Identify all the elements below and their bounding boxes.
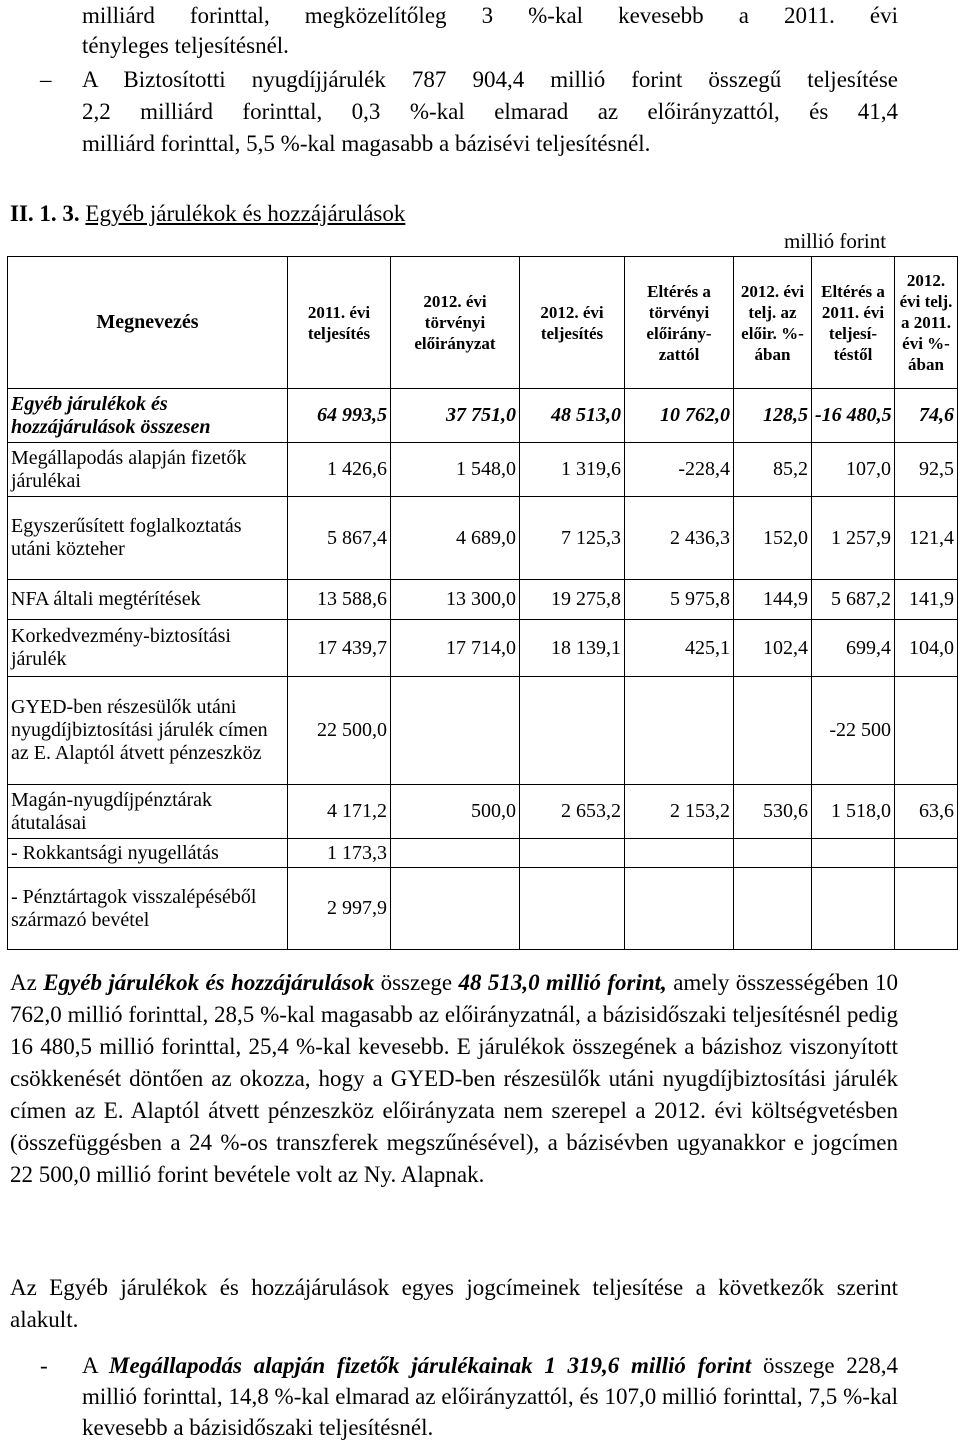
cell: 10 762,0	[625, 389, 734, 443]
cell: 13 300,0	[391, 580, 520, 620]
data-table	[7, 256, 958, 950]
cell: 13 588,6	[288, 580, 391, 620]
header-2012-teljesites: 2012. évi teljesítés	[520, 257, 625, 389]
breakdown-paragraph: Az Egyéb járulékok és hozzájárulások egyes jogcímeinek teljesítése a következők szerint alakult.	[10, 1275, 898, 1332]
header-elteres-2011: Eltérés a 2011. évi teljesí-téstől	[812, 257, 895, 389]
cell: 699,4	[812, 620, 895, 677]
header-2011-teljesites: 2011. évi teljesítés	[288, 257, 391, 389]
header-elteres-eloiranyzat: Eltérés a törvényi előirány-zattól	[625, 257, 734, 389]
intro-line-1: milliárd forinttal, megközelítőleg 3 %-kal kevesebb a 2011. évi	[82, 3, 898, 28]
cell: -228,4	[625, 443, 734, 497]
cell	[895, 868, 958, 950]
cell: 1 518,0	[812, 785, 895, 839]
cell: 22 500,0	[288, 677, 391, 785]
cell: 4 171,2	[288, 785, 391, 839]
section-heading	[10, 200, 405, 227]
cell	[812, 868, 895, 950]
cell	[391, 839, 520, 868]
cell: 17 439,7	[288, 620, 391, 677]
row-name: Magán-nyugdíjpénztárak átutalásai	[8, 785, 288, 839]
cell: 2 653,2	[520, 785, 625, 839]
table-row	[8, 497, 958, 580]
summary-emphasis-amount: 48 513,0 millió forint,	[458, 970, 667, 995]
cell: 4 689,0	[391, 497, 520, 580]
section-title: Egyéb járulékok és hozzájárulások	[85, 201, 406, 226]
table-row	[8, 839, 958, 868]
row-name: Korkedvezmény-biztosítási járulék	[8, 620, 288, 677]
row-name: - Pénztártagok visszalépéséből származó bevétel	[8, 868, 288, 950]
cell: 2 436,3	[625, 497, 734, 580]
bullet-text: A	[82, 1353, 110, 1378]
bullet-line-1: A Biztosítotti nyugdíjjárulék 787 904,4 millió forint összegű teljesítése	[82, 67, 898, 92]
row-name: NFA általi megtérítések	[8, 580, 288, 620]
bullet-dash-2: -	[40, 1353, 48, 1378]
cell	[895, 839, 958, 868]
cell: 64 993,5	[288, 389, 391, 443]
bullet-paragraph-2	[82, 1350, 898, 1443]
cell: 102,4	[734, 620, 812, 677]
intro-line-2: tényleges teljesítésnél.	[82, 33, 289, 58]
cell: 152,0	[734, 497, 812, 580]
cell: 1 257,9	[812, 497, 895, 580]
header-telj-eloir-szazalek: 2012. évi telj. az előir. %-ában	[734, 257, 812, 389]
row-name: Egyéb járulékok és hozzájárulások összesen	[8, 389, 288, 443]
cell	[391, 677, 520, 785]
cell: 2 997,9	[288, 868, 391, 950]
cell	[625, 677, 734, 785]
cell: 18 139,1	[520, 620, 625, 677]
cell: 141,9	[895, 580, 958, 620]
row-name: GYED-ben részesülők utáni nyugdíjbiztosítási járulék címen az E. Alaptól átvett pénzeszköz	[8, 677, 288, 785]
cell: 121,4	[895, 497, 958, 580]
cell	[734, 868, 812, 950]
cell: 1 319,6	[520, 443, 625, 497]
table-row	[8, 785, 958, 839]
cell: 425,1	[625, 620, 734, 677]
section-number: II. 1. 3.	[10, 201, 80, 226]
summary-text: összege	[374, 970, 459, 995]
table-row	[8, 620, 958, 677]
unit-label: millió forint	[784, 229, 887, 253]
bullet-dash: –	[40, 67, 52, 92]
cell: 48 513,0	[520, 389, 625, 443]
cell: 107,0	[812, 443, 895, 497]
cell: 104,0	[895, 620, 958, 677]
cell	[895, 677, 958, 785]
cell: 7 125,3	[520, 497, 625, 580]
header-2012-eloiranyzat: 2012. évi törvényi előirányzat	[391, 257, 520, 389]
row-name: Megállapodás alapján fizetők járulékai	[8, 443, 288, 497]
cell	[812, 839, 895, 868]
cell: 5 687,2	[812, 580, 895, 620]
summary-text: amely összességében 10 762,0 millió forinttal, 28,5 %-kal magasabb az előirányzatnál, a bázisidőszaki teljesítésnél pedig 16 480,5 millió forinttal, 25,4 %-kal kevesebb. E járulékok összegének a bázishoz viszonyított csökkenését döntően az okozza, hogy a GYED-ben részesülők utáni nyugdíjbiztosítási járulék címen az E. Alaptól átvett pénzeszköz előirányzata nem szerepel a 2012. évi költségvetésben (összefüggésben a 24 %-os transzferek megszűnésével), a bázisévben ugyanakkor e jogcímen 22 500,0 millió forint bevétele volt az Ny. Alapnak.	[10, 970, 899, 1187]
cell	[391, 868, 520, 950]
cell	[625, 839, 734, 868]
header-telj-2011-szazalek: 2012. évi telj. a 2011. évi %-ában	[895, 257, 958, 389]
cell: 1 173,3	[288, 839, 391, 868]
cell: 144,9	[734, 580, 812, 620]
table-row	[8, 443, 958, 497]
cell: 92,5	[895, 443, 958, 497]
cell	[520, 868, 625, 950]
table-row	[8, 677, 958, 785]
summary-emphasis-title: Egyéb járulékok és hozzájárulások	[43, 970, 375, 995]
row-name: Egyszerűsített foglalkoztatás utáni közteher	[8, 497, 288, 580]
cell: 63,6	[895, 785, 958, 839]
cell: -16 480,5	[812, 389, 895, 443]
cell	[734, 839, 812, 868]
summary-text: Az	[10, 970, 44, 995]
table-row	[8, 389, 958, 443]
cell: 500,0	[391, 785, 520, 839]
header-row	[8, 257, 958, 389]
cell: 19 275,8	[520, 580, 625, 620]
cell: 85,2	[734, 443, 812, 497]
cell: 74,6	[895, 389, 958, 443]
cell: -22 500	[812, 677, 895, 785]
cell	[520, 839, 625, 868]
cell: 5 867,4	[288, 497, 391, 580]
cell: 2 153,2	[625, 785, 734, 839]
bullet-line-2: 2,2 milliárd forinttal, 0,3 %-kal elmarad az előirányzattól, és 41,4	[82, 99, 898, 124]
cell: 530,6	[734, 785, 812, 839]
cell	[734, 677, 812, 785]
table-row	[8, 868, 958, 950]
cell: 1 548,0	[391, 443, 520, 497]
bullet-text: összege 228,4 millió forinttal, 14,8 %-kal elmarad az előirányzattól, és 107,0 millió forinttal, 7,5 %-kal kevesebb a bázisidőszaki teljesítésnél.	[82, 1353, 899, 1440]
bullet-line-3: milliárd forinttal, 5,5 %-kal magasabb a bázisévi teljesítésnél.	[82, 131, 651, 156]
summary-paragraph	[10, 967, 898, 1191]
bullet-emphasis: Megállapodás alapján fizetők járulékainak 1 319,6 millió forint	[109, 1353, 752, 1378]
cell	[520, 677, 625, 785]
header-megnevezes: Megnevezés	[8, 257, 288, 389]
cell: 1 426,6	[288, 443, 391, 497]
cell	[625, 868, 734, 950]
row-name: - Rokkantsági nyugellátás	[8, 839, 288, 868]
cell: 37 751,0	[391, 389, 520, 443]
cell: 17 714,0	[391, 620, 520, 677]
table-row	[8, 580, 958, 620]
cell: 5 975,8	[625, 580, 734, 620]
cell: 128,5	[734, 389, 812, 443]
